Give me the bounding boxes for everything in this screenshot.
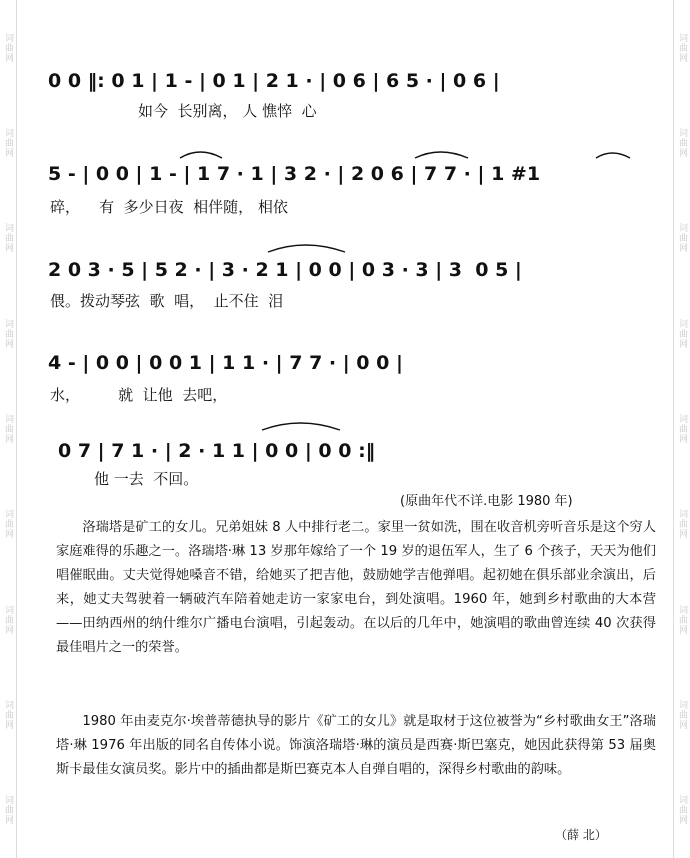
article-paragraph-1: 洛瑞塔是矿工的女儿。兄弟姐妹 8 人中排行老二。家里一贫如洗，围在收音机旁听音乐是这个穷人家庭难得的乐趣之一。洛瑞塔·琳 13 岁那年嫁给了一个 19 岁的退伍军人，生了 6 个孩子，天天为他们唱催眠曲。丈夫觉得她嗓音不错，给她买了把吉他，鼓励她学吉他弹唱。起初她在俱乐部业余演出，后来，她丈夫驾驶着一辆破汽车陪着她走访一家家电台，到处演唱。1960 年，她到乡村歌曲的大本营——田纳西州的纳什维尔广播电台演唱，引起轰动。在以后的几年中，她演唱的歌曲曾连续 40 次获得最佳唱片之一的荣誉。 (56, 520, 656, 655)
notation-row-2: 5 - | 0 0 | 1 - | 1 7 · 1 | 3 2 · | 2 0 6 | 7 7 · | 1 #1 (48, 163, 541, 185)
notation-row-1: 0 0 ‖: 0 1 | 1 - | 0 1 | 2 1 · | 0 6 | 6 5 · | 0 6 | (48, 70, 500, 92)
notation-row-4: 4 - | 0 0 | 0 0 1 | 1 1 · | 7 7 · | 0 0 | (48, 352, 403, 374)
notation-row-5: 0 7 | 7 1 · | 2 · 1 1 | 0 0 | 0 0 :‖ (58, 440, 376, 462)
right-watermark: 词曲网 词曲网 词曲网 词曲网 词曲网 词曲网 词曲网 词曲网 词曲网 (677, 32, 687, 826)
lyric-row-2: 碎， 有 多少日夜 相伴随， 相依 (50, 198, 288, 216)
lyric-row-3: 偎。拨动琴弦 歌 唱， 止不住 泪 (50, 292, 284, 310)
author-signature: （薛 北） (555, 828, 607, 842)
notation-row-3: 2 0 3 · 5 | 5 2 · | 3 · 2 1 | 0 0 | 0 3 · 3 | 3 0 5 | (48, 259, 522, 281)
lyric-row-4: 水， 就 让他 去吧， (50, 386, 228, 404)
article-paragraph-2: 1980 年由麦克尔·埃普蒂德执导的影片《矿工的女儿》就是取材于这位被誉为“乡村歌曲女王”洛瑞塔·琳 1976 年出版的同名自传体小说。饰演洛瑞塔·琳的演员是西赛·斯巴塞克，她因此获得第 53 届奥斯卡最佳女演员奖。影片中的插曲都是斯巴赛克本人自弹自唱的，深得乡村歌曲的韵味。 (56, 714, 656, 777)
source-note: (原曲年代不详.电影 1980 年) (400, 494, 573, 509)
lyric-row-1: 如今 长别离， 人 憔悴 心 (138, 102, 317, 120)
left-watermark: 词曲网 词曲网 词曲网 词曲网 词曲网 词曲网 词曲网 词曲网 词曲网 (3, 32, 13, 826)
lyric-row-5: 他 一去 不回。 (94, 470, 199, 488)
